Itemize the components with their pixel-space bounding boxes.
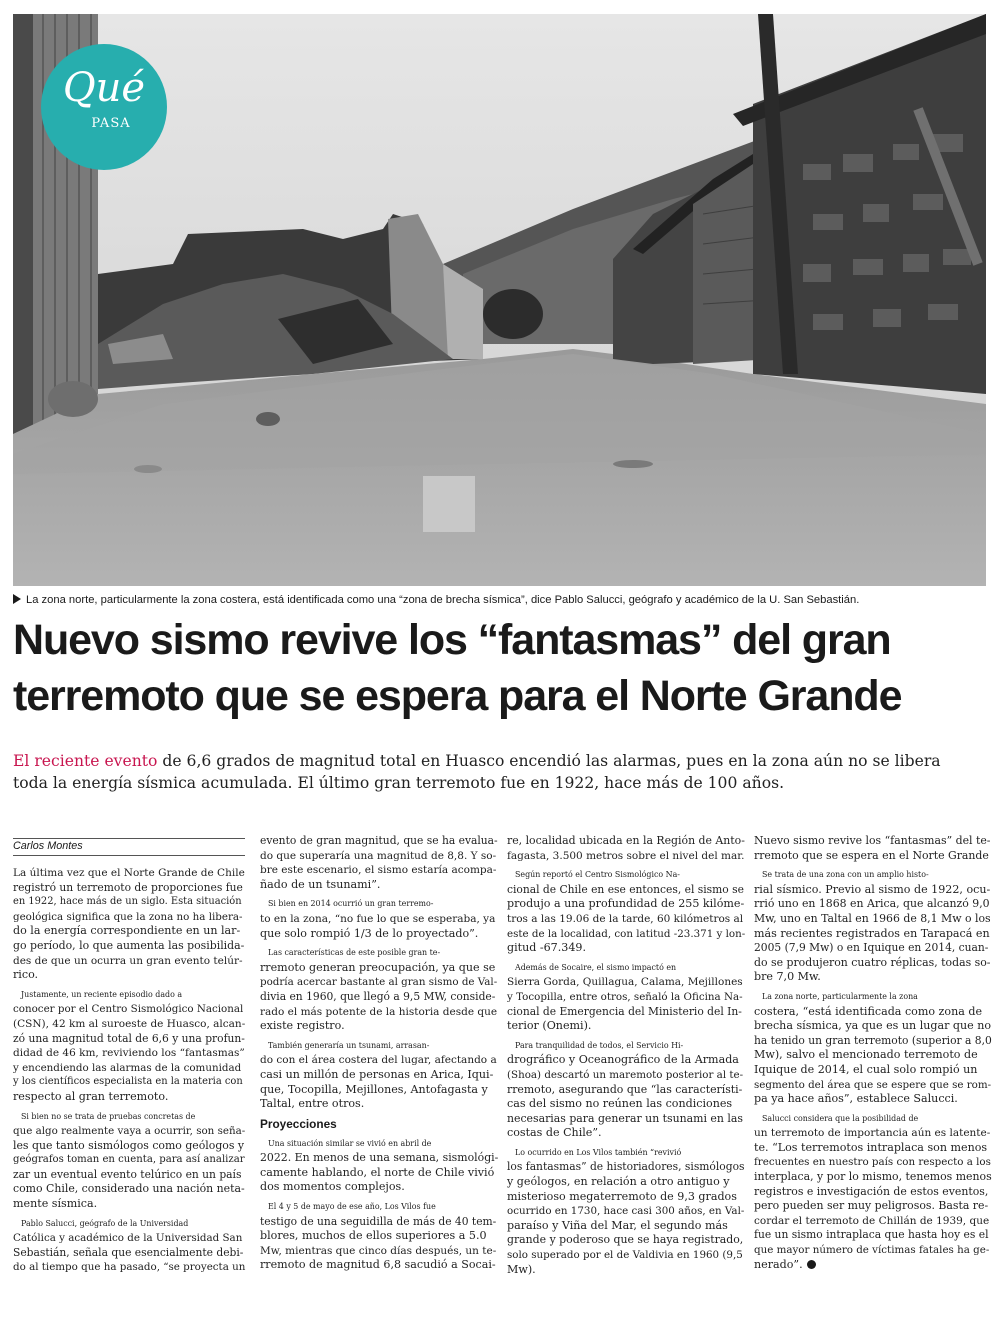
text-line: cas del sismo no reúnen las condiciones [507,1097,733,1111]
text-line: Mw, uno en Taltal en 1966 de 8,1 Mw o los [754,911,991,925]
text-line: Se trata de una zona con un amplio histo- [762,870,929,880]
headline-line-1: Nuevo sismo revive los “fantasmas” del gran [13,616,891,664]
text-line: podría acercar bastante al gran sismo de Val- [260,976,498,989]
photo-caption [13,593,993,607]
text-line: to en la zona, “no fue lo que se esperaba, ya [260,912,496,925]
text-line: ñado de un tsunami”. [260,877,381,891]
text-line: registró un terremoto de proporciones fue [13,880,243,894]
end-of-article-dot-icon [807,1260,816,1269]
text-line: produjo a una profundidad de 255 kilóme- [507,897,745,911]
text-line: este de la localidad, con latitud -23.371 y lon- [507,927,746,940]
text-line: Iquique de 2014, el cual solo rompió un [754,1062,978,1076]
que-pasa-logo [41,44,167,170]
text-line: solo superado por el de Valdivia en 1960 (9,5 [507,1249,743,1262]
text-line: necesarias para generar un tsunami en las [507,1111,743,1125]
text-line: Si bien no se trata de pruebas concretas de [21,1111,196,1121]
text-line: El 4 y 5 de mayo de ese año, Los Vilos fue [268,1202,436,1212]
text-line: zar un eventual evento telúrico en un país [13,1167,242,1181]
text-line: rrió uno en 1868 en Arica, que alcanzó 9,0 [754,897,990,911]
text-line: do al tiempo que ha pasado, “se proyecta un [13,1261,246,1274]
text-line: ha tenido un gran terremoto (superior a 8,0 [754,1033,992,1047]
text-line: y geólogos, en relación a otro antiguo y [507,1175,730,1189]
text-line: rado el más potente de la historia desde que [260,1005,498,1018]
body-column-3 [507,834,745,1277]
text-line: Una situación similar se vivió en abril de [268,1138,432,1148]
text-line: les que tanto sismólogos como geólogos y [13,1138,245,1152]
text-line: zó una magnitud total de 6,6 y una profun- [13,1031,245,1045]
text-line: que algo realmente vaya a ocurrir, son seña- [13,1125,246,1138]
text-line: Las características de este posible gran te- [268,948,441,958]
text-line: También generaría un tsunami, arrasan- [268,1040,430,1050]
lead-paragraph [13,750,988,794]
text-line: paraíso y Viña del Mar, el segundo más [507,1218,728,1232]
text-line: un terremoto de importancia aún es latente- [754,1127,991,1140]
text-line: que mayor número de víctimas fatales ha ge- [754,1244,990,1257]
body-column-1 [13,866,245,1275]
text-line: rremoto de magnitud 6,8 sacudió a Socai- [260,1258,496,1272]
text-line: nerado”. [754,1258,992,1273]
text-line: do que superaría una magnitud de 8,8. Y so- [260,849,497,862]
logo-pasa-text: PASA [91,116,131,131]
text-line: Justamente, un reciente episodio dado a [21,989,183,999]
lead-line-1-rest: de 6,6 grados de magnitud total en Huasco encendió las alarmas, pues en la zona aún no se libera [157,752,941,770]
text-line: cordar el terremoto de Chillán de 1939, que [754,1214,990,1227]
text-line: los fantasmas” de historiadores, sismólogos [507,1160,745,1174]
text-line: pero pueden ser muy peligrosos. Basta re- [754,1199,989,1213]
text-line: fue un sismo intraplaca que hasta hoy es el [754,1228,989,1242]
text-line: segmento del área que se espere que se rom- [754,1078,992,1091]
text-line: des de que un ocurra un gran evento telúr- [13,954,243,967]
text-line: y los científicos especialista en la materia con [13,1076,243,1088]
text-line: Además de Socaire, el sismo impactó en [515,962,677,972]
byline: Carlos Montes [13,838,245,856]
text-line: existe registro. [260,1019,345,1033]
text-line: registros e investigación de estos eventos, [754,1184,989,1198]
text-line: y Tocopilla, entre otros, señaló la Oficina Na- [507,990,743,1003]
text-line: Pablo Salucci, geógrafo de la Universidad [21,1218,189,1228]
logo-que-text: Qué [62,65,146,111]
text-line: Católica y académico de la Universidad San [13,1232,243,1245]
text-line: re, localidad ubicada en la Región de Anto- [507,834,745,847]
text-line: rremoto que se espera en el Norte Grande [754,848,989,862]
text-line: costas de Chile”. [507,1126,602,1140]
text-line: 2022. En menos de una semana, sismológi- [260,1151,499,1165]
text-line: drográfico y Oceanográfico de la Armada [507,1053,739,1067]
text-line: respecto al gran terremoto. [13,1089,169,1103]
text-line: te. “Los terremotos intraplaca son menos [754,1140,988,1154]
text-line: Sierra Gorda, Quillagua, Calama, Mejillones [507,976,743,989]
text-line: frecuentes en nuestro país con respecto a los [754,1156,991,1169]
text-line: que, Tocopilla, Mejillones, Antofagasta y [260,1082,488,1096]
text-line: geógrafos toman en cuenta, para así analizar [13,1154,245,1166]
text-line: rremoto generan preocupación, ya que se [260,960,496,974]
text-line: La última vez que el Norte Grande de Chile [13,867,245,879]
text-line: (Shoa) descartó un maremoto posterior al te- [507,1068,744,1081]
text-line: rial sísmico. Previo al sismo de 1922, ocu- [754,882,991,896]
text-line: Para tranquilidad de todos, el Servicio Hi- [515,1040,684,1050]
text-line: camente hablando, el norte de Chile vivió [260,1165,495,1179]
text-line: dos momentos complejos. [260,1180,405,1194]
text-line: blores, muchos de ellos superiores a 5.0 [260,1229,487,1243]
text-line: do se produjeron cuatro réplicas, todas so- [754,955,991,969]
text-line: más recientes registrados en Tarapacá en [754,926,990,940]
text-line: ocurrido en 1730, hace casi 300 años, en Val- [507,1205,745,1218]
text-line: Mw, mientras que cinco días después, un te- [260,1244,497,1257]
text-line: cional de Emergencia del Ministerio del In- [507,1004,742,1018]
caption-text: La zona norte, particularmente la zona costera, está identificada como una “zona de brecha sísmica”, dice Pablo Salucci, geógrafo y académico de la U. San Sebastián. [26,594,860,606]
text-line: Nuevo sismo revive los “fantasmas” del te- [754,834,991,847]
text-line: cional de Chile en ese entonces, el sismo se [507,882,744,896]
subheading: Proyecciones [260,1116,337,1131]
text-line: mente sísmica. [13,1197,98,1211]
text-line: testigo de una seguidilla de más de 40 tem- [260,1214,497,1228]
text-line: fagasta, 3.500 metros sobre el nivel del mar. [507,849,745,862]
text-line: gitud -67.349. [507,941,586,955]
text-line: evento de gran magnitud, que se ha evalua- [260,834,498,847]
text-line: Mw), salvo el mencionado terremoto de [754,1048,978,1062]
text-line: Mw). [507,1262,536,1276]
text-line: que solo rompió 1/3 de lo proyectado”. [260,926,479,940]
text-line: grande y poderoso que se haya registrado, [507,1233,744,1247]
text-line: geológica significa que la zona no ha libera- [13,910,243,923]
text-line: go período, lo que aumenta las posibilida- [13,938,245,952]
text-line: Lo ocurrido en Los Vilos también “revivió [515,1147,682,1157]
text-line: 2005 (7,9 Mw) o en Iquique en 2014, cuan- [754,941,989,955]
text-line: do la energía correspondiente en un lar- [13,924,241,938]
text-line: La zona norte, particularmente la zona [762,991,918,1001]
article-photo [13,14,986,586]
headline [13,612,993,724]
lead-line-2: toda la energía sísmica acumulada. El último gran terremoto fue en 1922, hace más de 100 años. [13,774,785,792]
headline-line-2: terremoto que se espera para el Norte Grande [13,672,902,720]
text-line: Si bien en 2014 ocurrió un gran terremo- [268,899,434,909]
text-line: como Chile, considerado una nación neta- [13,1182,245,1196]
text-line: interplaca, y por lo mismo, tenemos menos [754,1170,992,1184]
text-line: brecha sísmica, ya que es un lugar que no [754,1019,992,1033]
text-line: bre este escenario, el sismo estaría acompa- [260,864,497,877]
text-line: do con el área costera del lugar, afectando a [260,1054,497,1067]
text-line: Taltal, entre otros. [260,1097,365,1111]
text-line: Salucci considera que la posibilidad de [762,1113,919,1123]
text-line: en 1922, hace más de un siglo. Esta situación [13,896,242,908]
text-line: rico. [13,968,39,982]
lead-highlight: El reciente evento [13,752,158,770]
text-line: casi un millón de personas en Arica, Iqui- [260,1067,494,1081]
body-column-4 [754,834,992,1272]
text-line: Sebastián, señala que esencialmente debi- [13,1245,244,1259]
text-line: Según reportó el Centro Sismológico Na- [515,870,680,880]
text-line: y encendiendo las alarmas de la comunidad [13,1061,242,1074]
text-line: bre 7,0 Mw. [754,970,821,984]
lead-line-1 [13,750,988,772]
body-column-2 [260,834,498,1273]
text-line: pa ya hace años”, establece Salucci. [754,1092,958,1106]
text-line: didad de 46 km, reviviendo los “fantasmas” [13,1047,245,1060]
text-line: costera, “está identificada como zona de [754,1004,983,1018]
text-line: tros a las 19.06 de la tarde, 60 kilómetros al [507,912,744,925]
text-line: conocer por el Centro Sismológico Nacional [13,1003,244,1016]
text-line: misterioso megaterremoto de 9,3 grados [507,1189,737,1203]
text-line: (CSN), 42 km al suroeste de Huasco, alcan- [13,1017,246,1030]
text-line: rremoto, asegurando que “las característi- [507,1082,743,1096]
triangle-bullet-icon [13,594,21,604]
text-line: divia en 1960, que llegó a 9,5 MW, conside- [260,989,496,1003]
text-line: terior (Onemi). [507,1019,592,1033]
